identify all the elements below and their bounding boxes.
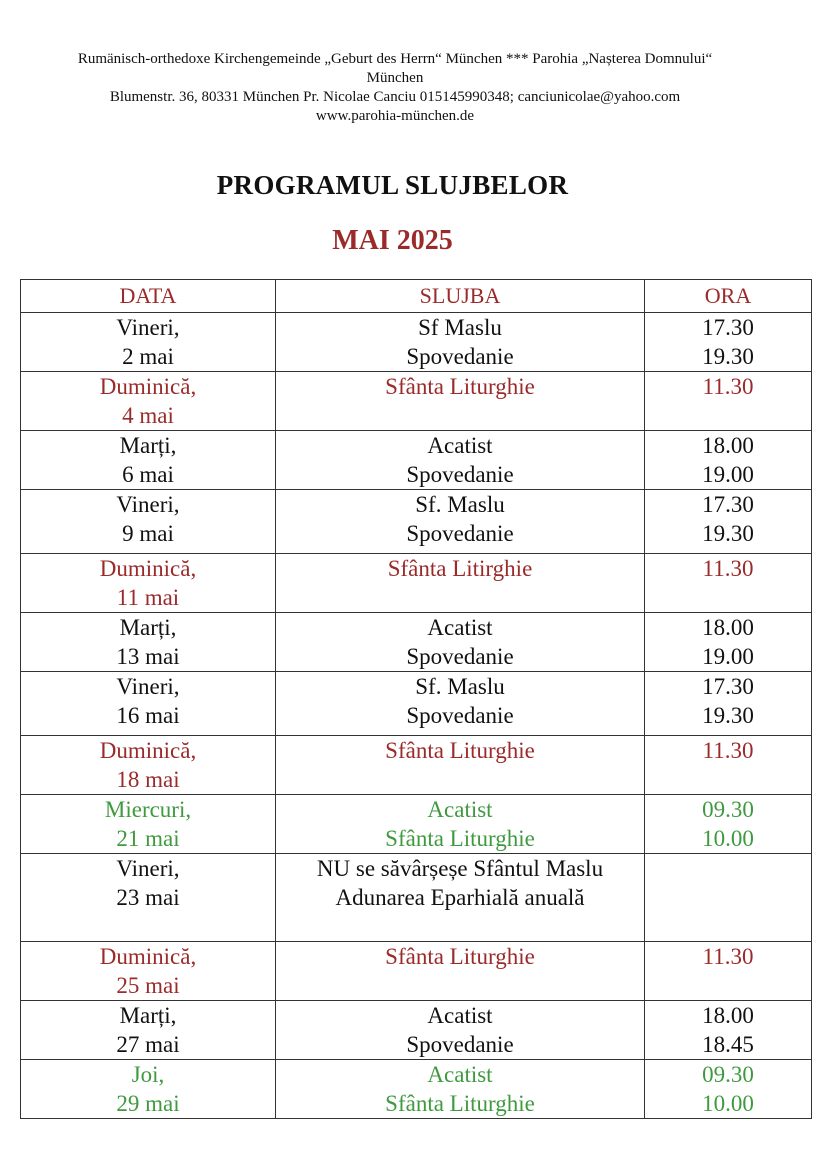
service-time: 11.30	[702, 374, 754, 399]
service-time: 18.00	[702, 433, 754, 458]
date-cell	[21, 431, 276, 490]
service-time: 10.00	[702, 826, 754, 851]
day-date: 13 mai	[116, 644, 180, 669]
service-time: 09.30	[702, 797, 754, 822]
header-line-2: München	[366, 70, 424, 86]
day-name: Duminică,	[99, 374, 197, 399]
date-cell	[21, 313, 276, 372]
service-time: 18.45	[702, 1032, 754, 1057]
table-row	[21, 613, 812, 672]
service-name: Sfânta Litirghie	[387, 556, 533, 581]
service-cell	[276, 736, 645, 795]
date-cell	[21, 1001, 276, 1060]
service-time: 11.30	[702, 738, 754, 763]
time-cell	[645, 942, 812, 1001]
service-name: Spovedanie	[406, 703, 514, 728]
day-date: 29 mai	[116, 1091, 180, 1116]
table-row	[21, 431, 812, 490]
time-cell	[645, 313, 812, 372]
service-name: Sfânta Liturghie	[385, 944, 535, 969]
service-time: 19.30	[702, 521, 754, 546]
service-cell	[276, 854, 645, 942]
service-cell	[276, 431, 645, 490]
service-name: Spovedanie	[406, 644, 514, 669]
table-row	[21, 672, 812, 736]
day-date: 6 mai	[122, 462, 174, 487]
day-date: 2 mai	[122, 344, 174, 369]
day-name: Miercuri,	[104, 797, 192, 822]
day-name: Duminică,	[99, 944, 197, 969]
day-date: 9 mai	[122, 521, 174, 546]
time-cell	[645, 372, 812, 431]
table-row	[21, 1001, 812, 1060]
service-cell	[276, 1060, 645, 1119]
service-time: 10.00	[702, 1091, 754, 1116]
service-name: Acatist	[427, 615, 493, 640]
day-name: Vineri,	[116, 674, 180, 699]
service-time: 17.30	[702, 315, 754, 340]
service-name: Acatist	[427, 1003, 493, 1028]
date-cell	[21, 490, 276, 554]
service-cell	[276, 795, 645, 854]
day-date: 11 mai	[116, 585, 180, 610]
service-cell	[276, 554, 645, 613]
date-cell	[21, 942, 276, 1001]
table-row	[21, 942, 812, 1001]
date-cell	[21, 372, 276, 431]
service-name: Adunarea Eparhială anuală	[335, 885, 585, 910]
day-date: 18 mai	[116, 767, 180, 792]
service-time: 19.00	[702, 644, 754, 669]
service-time: 11.30	[702, 944, 754, 969]
day-date: 27 mai	[116, 1032, 180, 1057]
page-title: PROGRAMUL SLUJBELOR	[216, 170, 569, 200]
service-name: Sfânta Liturghie	[385, 1091, 535, 1116]
table-header-row	[21, 280, 812, 313]
header-line-3: Blumenstr. 36, 80331 München Pr. Nicolae Canciu 015145990348; canciunicolae@yahoo.com	[109, 89, 681, 105]
time-cell	[645, 795, 812, 854]
table-row	[21, 795, 812, 854]
table-row	[21, 554, 812, 613]
time-cell	[645, 854, 812, 942]
time-cell	[645, 431, 812, 490]
page-subtitle-month: MAI 2025	[332, 225, 453, 256]
header-line-4: www.parohia-münchen.de	[315, 108, 475, 124]
service-time: 17.30	[702, 492, 754, 517]
schedule-table	[20, 279, 812, 1119]
day-name: Vineri,	[116, 856, 180, 881]
table-row	[21, 736, 812, 795]
date-cell	[21, 1060, 276, 1119]
service-name: Spovedanie	[406, 344, 514, 369]
date-cell	[21, 795, 276, 854]
service-name: Acatist	[427, 433, 493, 458]
service-cell	[276, 1001, 645, 1060]
header-line-1: Rumänisch-orthedoxe Kirchengemeinde „Geburt des Herrn“ München *** Parohia „Nașterea Domnului“	[77, 51, 713, 67]
day-name: Vineri,	[116, 315, 180, 340]
service-name: Sf. Maslu	[415, 674, 505, 699]
service-cell	[276, 942, 645, 1001]
day-name: Duminică,	[99, 556, 197, 581]
table-row	[21, 1060, 812, 1119]
date-cell	[21, 672, 276, 736]
service-name: Acatist	[427, 1062, 493, 1087]
date-cell	[21, 554, 276, 613]
day-name: Marți,	[119, 433, 177, 458]
service-name: Spovedanie	[406, 1032, 514, 1057]
day-name: Marți,	[119, 1003, 177, 1028]
day-date: 25 mai	[116, 973, 180, 998]
service-time: 19.30	[702, 703, 754, 728]
table-row	[21, 854, 812, 942]
service-cell	[276, 372, 645, 431]
service-name: Spovedanie	[406, 462, 514, 487]
service-time: 11.30	[702, 556, 754, 581]
service-cell	[276, 490, 645, 554]
service-cell	[276, 613, 645, 672]
service-time: 09.30	[702, 1062, 754, 1087]
service-name: Sf Maslu	[418, 315, 502, 340]
service-name: Sfânta Liturghie	[385, 738, 535, 763]
service-name: Sf. Maslu	[415, 492, 505, 517]
column-header-time: ORA	[645, 280, 812, 313]
day-name: Joi,	[131, 1062, 165, 1087]
time-cell	[645, 1060, 812, 1119]
time-cell	[645, 613, 812, 672]
service-time: 19.30	[702, 344, 754, 369]
time-cell	[645, 736, 812, 795]
date-cell	[21, 854, 276, 942]
time-cell	[645, 490, 812, 554]
date-cell	[21, 613, 276, 672]
service-time: 18.00	[702, 1003, 754, 1028]
service-cell	[276, 672, 645, 736]
day-date: 16 mai	[116, 703, 180, 728]
day-name: Vineri,	[116, 492, 180, 517]
time-cell	[645, 672, 812, 736]
day-date: 21 mai	[116, 826, 180, 851]
column-header-date: DATA	[21, 280, 276, 313]
service-time: 18.00	[702, 615, 754, 640]
table-row	[21, 490, 812, 554]
parish-header	[0, 50, 790, 126]
day-date: 23 mai	[116, 885, 180, 910]
time-cell	[645, 554, 812, 613]
service-time: 17.30	[702, 674, 754, 699]
table-row	[21, 372, 812, 431]
date-cell	[21, 736, 276, 795]
day-date: 4 mai	[122, 403, 174, 428]
day-name: Marți,	[119, 615, 177, 640]
service-name: NU se săvârșeșe Sfântul Maslu	[316, 856, 604, 881]
service-cell	[276, 313, 645, 372]
service-name: Sfânta Liturghie	[385, 826, 535, 851]
service-time: 19.00	[702, 462, 754, 487]
column-header-service: SLUJBA	[276, 280, 645, 313]
service-name: Sfânta Liturghie	[385, 374, 535, 399]
table-row	[21, 313, 812, 372]
service-name: Spovedanie	[406, 521, 514, 546]
service-name: Acatist	[427, 797, 493, 822]
time-cell	[645, 1001, 812, 1060]
day-name: Duminică,	[99, 738, 197, 763]
